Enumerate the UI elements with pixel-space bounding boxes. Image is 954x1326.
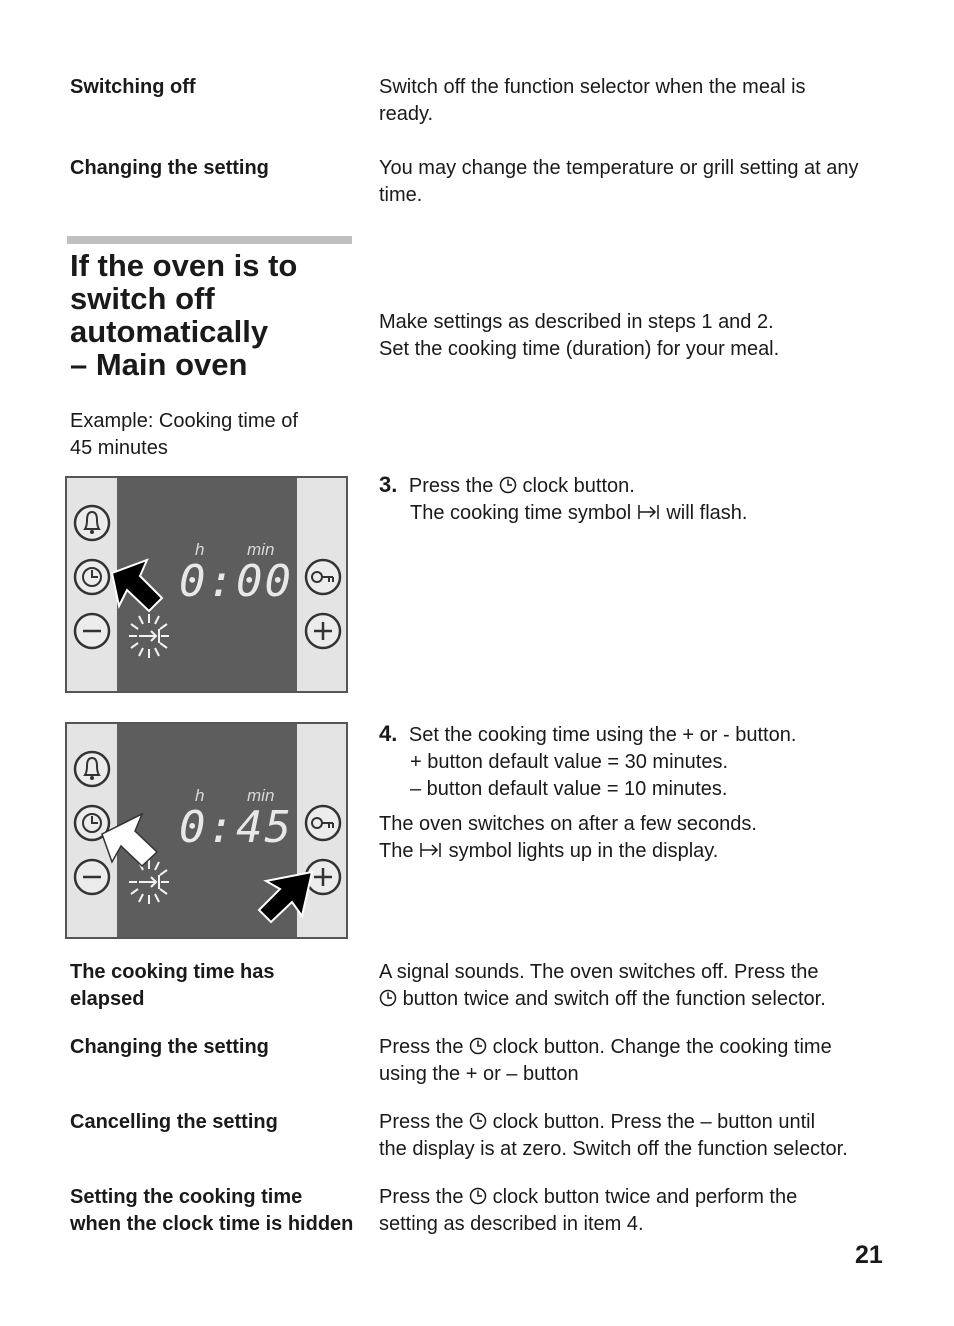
step4-number: 4. <box>379 721 398 746</box>
row-text-time-elapsed: A signal sounds. The oven switches off. Press the button twice and switch off the function selector. <box>379 961 826 1010</box>
step3-text: 3. Press the clock button. The cooking time symbol will flash. <box>379 472 748 524</box>
row-label-clock-hidden: Setting the cooking time when the clock time is hidden <box>70 1186 354 1235</box>
display-min-label: min <box>247 786 275 805</box>
row-text-switching-off: Switch off the function selector when the meal is ready. <box>379 76 806 125</box>
cooking-time-icon <box>419 841 443 859</box>
row-label-switching-off: Switching off <box>70 76 196 98</box>
pointer-arrow-icon <box>112 560 162 611</box>
display-h-label: h <box>195 540 205 559</box>
row-label-changing-setting-2: Changing the setting <box>70 1036 269 1058</box>
example-text: Example: Cooking time of 45 minutes <box>70 410 298 459</box>
row-label-time-elapsed: The cooking time has elapsed <box>70 961 275 1010</box>
page-number: 21 <box>855 1241 883 1269</box>
clock-icon <box>469 1112 487 1130</box>
control-panel-step3 <box>65 476 348 693</box>
step4-note: The oven switches on after a few seconds. The symbol lights up in the display. <box>379 813 757 862</box>
row-label-cancelling-setting: Cancelling the setting <box>70 1111 278 1133</box>
pointer-arrow-icon <box>102 814 157 866</box>
clock-icon <box>469 1037 487 1055</box>
row-text-changing-setting-2: Press the clock button. Change the cooking time using the + or – button <box>379 1036 832 1085</box>
control-panel-step4 <box>65 722 348 939</box>
display-time: 0:00 <box>179 556 293 607</box>
row-text-cancelling-setting: Press the clock button. Press the – button until the display is at zero. Switch off the function selector. <box>379 1111 848 1160</box>
clock-icon <box>379 989 397 1007</box>
pointer-arrow-icon <box>259 872 312 922</box>
cooking-time-icon <box>637 503 661 521</box>
display-h-label: h <box>195 786 205 805</box>
clock-icon <box>499 476 517 494</box>
display-time: 0:45 <box>179 802 293 853</box>
row-text-changing-setting: You may change the temperature or grill setting at any time. <box>379 157 859 206</box>
step3-number: 3. <box>379 472 398 497</box>
intro-text: Make settings as described in steps 1 and 2. Set the cooking time (duration) for your meal. <box>379 311 780 360</box>
row-text-clock-hidden: Press the clock button twice and perform the setting as described in item 4. <box>379 1186 798 1235</box>
step4-text: 4. Set the cooking time using the + or - button. + button default value = 30 minutes. – button default value = 10 minutes. <box>379 721 797 800</box>
display-min-label: min <box>247 540 275 559</box>
row-label-changing-setting: Changing the setting <box>70 157 269 179</box>
section-heading: If the oven is to switch off automatically – Main oven <box>70 248 298 382</box>
clock-icon <box>469 1187 487 1205</box>
section-rule <box>67 236 352 244</box>
